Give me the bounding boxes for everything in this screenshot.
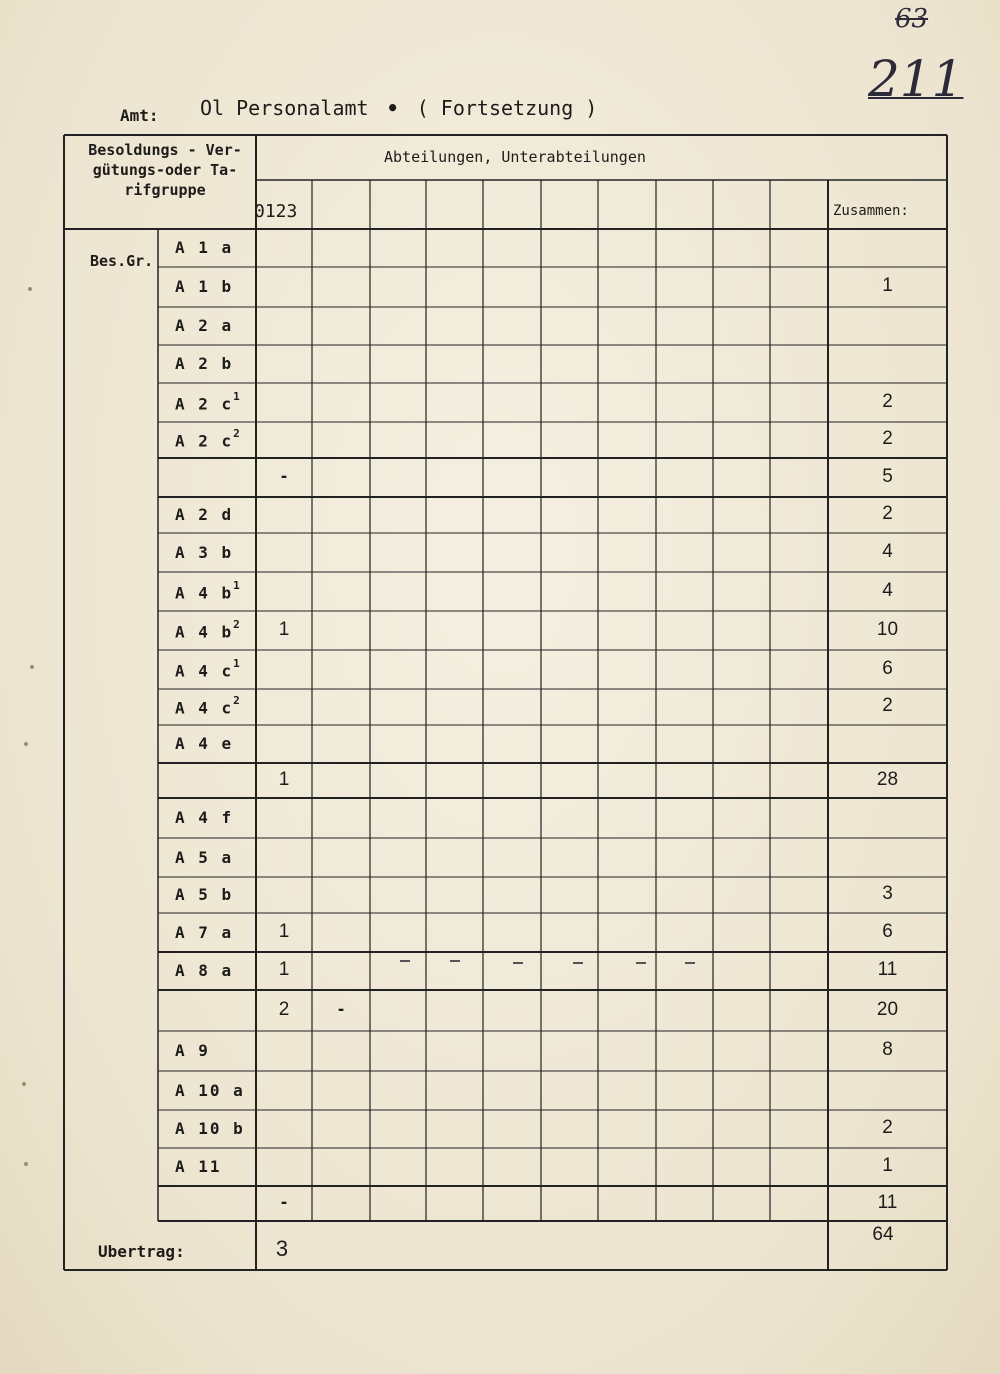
pay-grade-label (175, 656, 242, 680)
row-total-value: 2 (882, 428, 893, 449)
pay-grade-label (175, 617, 242, 641)
pay-grade-label (175, 885, 233, 904)
pay-grade-label (175, 1041, 210, 1060)
row-total-value: 6 (882, 657, 893, 679)
amt-suffix: ( Fortsetzung ) (416, 96, 598, 120)
pay-grade-text: A 5 a (175, 847, 234, 867)
row-total-value: 4 (882, 579, 893, 601)
section-label: Bes.Gr. (90, 252, 154, 270)
pay-grade-label (175, 1119, 245, 1138)
pay-grade-text: A 8 a (175, 961, 234, 980)
pay-grade-superscript: 1 (233, 656, 242, 670)
pay-grade-label (175, 505, 233, 524)
pay-grade-text: A 7 a (175, 922, 234, 942)
row-total-value: 11 (877, 959, 898, 980)
pay-grade-label (175, 1081, 245, 1100)
dept-0123-value: 1 (278, 920, 290, 942)
page-number-struck: 63 (895, 4, 929, 34)
pay-grade-text: A 2 c (175, 393, 234, 413)
dept-0123-value: 1 (278, 768, 290, 790)
pay-grade-text: A 5 b (175, 885, 234, 904)
group-header-line2: gütungs-oder Ta- (92, 161, 238, 179)
pay-grade-label (175, 578, 242, 602)
pay-grade-text: A 1 a (175, 238, 234, 257)
row-total-value: 10 (876, 618, 899, 640)
row-total-value: 2 (882, 390, 893, 412)
departments-header: Abteilungen, Unterabteilungen (384, 148, 646, 166)
pay-grade-text: A 2 d (175, 505, 234, 524)
first-column-code: 0123 (254, 201, 298, 222)
pay-grade-label (175, 923, 233, 942)
pay-grade-label (175, 543, 233, 562)
stray-dash (573, 962, 583, 964)
pay-grade-text: A 2 c (175, 431, 234, 451)
pay-grade-text: A 4 c (175, 660, 234, 680)
pay-grade-label (175, 238, 233, 257)
dept-0123-value: 1 (278, 618, 290, 640)
pay-grade-superscript: 2 (233, 427, 242, 440)
row-total-value: 2 (882, 1117, 893, 1138)
pay-grade-text: A 4 b (175, 621, 234, 641)
dept-0123-value: - (280, 465, 288, 487)
pay-grade-label (175, 316, 233, 335)
pay-grade-text: A 10 b (175, 1119, 245, 1138)
pay-grade-label (175, 277, 233, 296)
amt-label: Amt: (120, 106, 159, 125)
pay-grade-text: A 3 b (175, 542, 234, 562)
amt-value: Ol Personalamt (200, 96, 369, 120)
group-header-line3: rifgruppe (124, 181, 206, 199)
pay-grade-text: A 4 f (175, 808, 234, 827)
pay-grade-text: A 2 b (175, 354, 234, 373)
pay-grade-label (175, 694, 242, 718)
pay-grade-label (175, 1157, 222, 1176)
amt-bullet: • (386, 96, 399, 120)
row-total-value: 5 (882, 465, 893, 487)
pay-grade-label (175, 354, 233, 373)
pay-grade-label (175, 734, 233, 753)
group-header-line1: Besoldungs - Ver- (88, 141, 242, 159)
carry-over-col1: 3 (275, 1236, 289, 1261)
stray-dash (685, 962, 695, 964)
dept-0123-value: - (280, 1191, 288, 1213)
pay-grade-superscript: 1 (233, 389, 242, 403)
row-total-value: 11 (877, 1191, 898, 1213)
carry-over-label: Ubertrag: (98, 1242, 185, 1261)
page-number: 211 (868, 50, 964, 108)
total-column-header: Zusammen: (833, 203, 909, 219)
pay-grade-superscript: 1 (233, 578, 242, 592)
row-total-value: 28 (876, 768, 899, 790)
pay-grade-text: A 9 (175, 1041, 210, 1060)
pay-grade-text: A 4 b (175, 582, 234, 602)
pay-grade-superscript: 2 (233, 617, 242, 631)
row-total-value: 8 (882, 1039, 893, 1060)
row-total-value: 1 (882, 275, 893, 296)
pay-grade-text: A 4 c (175, 698, 234, 718)
pay-grade-text: A 2 a (175, 316, 234, 335)
stray-dash (636, 962, 646, 964)
dept-0123-value: 2 (278, 998, 290, 1020)
group-column-header (70, 140, 260, 200)
pay-grade-text: A 1 b (175, 277, 234, 296)
carry-over-total: 64 (872, 1224, 894, 1245)
row-total-value: 2 (882, 695, 893, 716)
pay-grade-label (175, 961, 233, 980)
row-total-value: 4 (882, 540, 893, 562)
row-total-value: 20 (876, 998, 899, 1020)
stray-dash (450, 960, 460, 962)
row-total-value: 1 (882, 1155, 893, 1176)
pay-grade-superscript: 2 (233, 694, 242, 707)
pay-grade-label (175, 808, 233, 827)
row-total-value: 2 (882, 503, 893, 524)
pay-grade-text: A 10 a (175, 1080, 245, 1100)
pay-grade-text: A 11 (175, 1157, 222, 1176)
stray-dash (513, 962, 523, 964)
pay-grade-label (175, 848, 233, 867)
dept-0123-value: 1 (278, 959, 290, 980)
pay-grade-label (175, 389, 242, 413)
row-total-value: 3 (882, 883, 893, 904)
stray-dash (400, 960, 410, 962)
pay-grade-label (175, 427, 242, 451)
dept-col2-value: - (337, 998, 345, 1020)
pay-grade-text: A 4 e (175, 734, 234, 753)
row-total-value: 6 (882, 920, 893, 942)
